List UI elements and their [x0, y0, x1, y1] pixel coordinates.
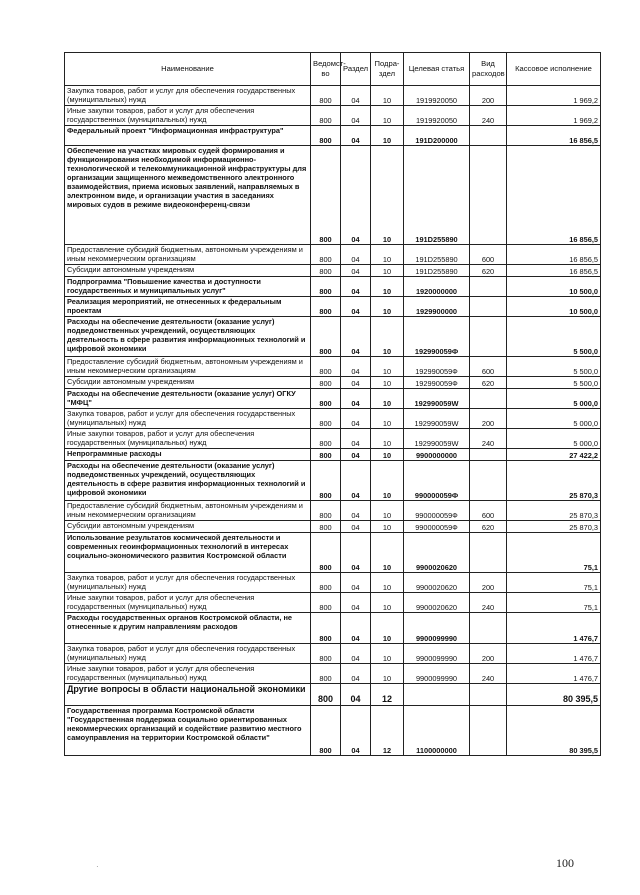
cell-target: 9900020620	[404, 573, 470, 593]
cell-target: 1100000000	[404, 706, 470, 756]
cell-target: 1929900000	[404, 297, 470, 317]
table-row	[65, 684, 601, 706]
cell-section: 04	[341, 461, 371, 501]
cell-name: Иные закупки товаров, работ и услуг для обеспечения государственных (муниципальных) нужд	[65, 429, 311, 449]
cell-exptype	[470, 684, 507, 706]
cell-section: 04	[341, 593, 371, 613]
cell-dept: 800	[311, 277, 341, 297]
cell-exptype: 200	[470, 409, 507, 429]
cell-section: 04	[341, 126, 371, 146]
cell-target: 191D255890	[404, 265, 470, 277]
header-name: Наименование	[65, 53, 311, 86]
cell-subsection: 10	[371, 573, 404, 593]
cell-subsection: 10	[371, 533, 404, 573]
cell-target	[404, 684, 470, 706]
cell-exptype	[470, 126, 507, 146]
cell-dept: 800	[311, 297, 341, 317]
cell-name: Иные закупки товаров, работ и услуг для обеспечения государственных (муниципальных) нужд	[65, 593, 311, 613]
header-dept: Ведомст-во	[311, 53, 341, 86]
cell-exptype	[470, 449, 507, 461]
cell-subsection: 10	[371, 664, 404, 684]
cell-target: 192990059W	[404, 389, 470, 409]
cell-dept: 800	[311, 409, 341, 429]
cell-target: 9900099990	[404, 664, 470, 684]
cell-exptype: 200	[470, 644, 507, 664]
cell-name: Государственная программа Костромской области "Государственная поддержка социально ориентированных некоммерческих организаций и содействие развитию местного самоуправления на территории Костромской области"	[65, 706, 311, 756]
cell-target: 191D255890	[404, 245, 470, 265]
cell-section: 04	[341, 613, 371, 644]
cell-target: 9900000000	[404, 449, 470, 461]
cell-name: Другие вопросы в области национальной экономики	[65, 684, 311, 706]
cell-target: 192990059W	[404, 429, 470, 449]
cell-name: Закупка товаров, работ и услуг для обеспечения государственных (муниципальных) нужд	[65, 86, 311, 106]
cell-dept: 800	[311, 317, 341, 357]
cell-target: 9900099990	[404, 644, 470, 664]
cell-name: Расходы на обеспечение деятельности (оказание услуг) подведомственных учреждений, осуществляющих деятельность в сфере развития информационных технологий и цифровой экономики	[65, 317, 311, 357]
table-row	[65, 86, 601, 106]
cell-amount: 16 856,5	[507, 265, 601, 277]
cell-target: 9900020620	[404, 533, 470, 573]
header-amount: Кассовое исполнение	[507, 53, 601, 86]
header-section: Раздел	[341, 53, 371, 86]
cell-dept: 800	[311, 461, 341, 501]
cell-target: 192990059Ф	[404, 377, 470, 389]
table-body	[65, 86, 601, 756]
cell-name: Закупка товаров, работ и услуг для обеспечения государственных (муниципальных) нужд	[65, 573, 311, 593]
cell-amount: 16 856,5	[507, 126, 601, 146]
cell-exptype	[470, 277, 507, 297]
table-row	[65, 265, 601, 277]
cell-target: 1920000000	[404, 277, 470, 297]
cell-subsection: 10	[371, 389, 404, 409]
cell-subsection: 10	[371, 86, 404, 106]
cell-exptype	[470, 317, 507, 357]
cell-amount: 5 500,0	[507, 377, 601, 389]
cell-name: Федеральный проект "Информационная инфраструктура"	[65, 126, 311, 146]
cell-target: 191D255890	[404, 146, 470, 245]
cell-subsection: 10	[371, 377, 404, 389]
cell-amount: 80 395,5	[507, 684, 601, 706]
table-row	[65, 409, 601, 429]
cell-name: Иные закупки товаров, работ и услуг для обеспечения государственных (муниципальных) нужд	[65, 664, 311, 684]
cell-dept: 800	[311, 265, 341, 277]
cell-amount: 16 856,5	[507, 245, 601, 265]
table-row	[65, 644, 601, 664]
cell-subsection: 10	[371, 297, 404, 317]
table-row	[65, 706, 601, 756]
table-row	[65, 126, 601, 146]
cell-section: 04	[341, 265, 371, 277]
cell-section: 04	[341, 317, 371, 357]
cell-subsection: 10	[371, 593, 404, 613]
cell-section: 04	[341, 86, 371, 106]
table-row	[65, 664, 601, 684]
page-number: 100	[556, 856, 574, 870]
cell-subsection: 10	[371, 245, 404, 265]
cell-dept: 800	[311, 613, 341, 644]
cell-amount: 1 476,7	[507, 613, 601, 644]
cell-target: 1919920050	[404, 106, 470, 126]
cell-name: Иные закупки товаров, работ и услуг для обеспечения государственных (муниципальных) нужд	[65, 106, 311, 126]
cell-dept: 800	[311, 146, 341, 245]
budget-table	[64, 52, 601, 756]
cell-amount: 1 476,7	[507, 644, 601, 664]
cell-section: 04	[341, 573, 371, 593]
cell-section: 04	[341, 409, 371, 429]
cell-target: 990000059Ф	[404, 501, 470, 521]
cell-exptype: 620	[470, 377, 507, 389]
cell-exptype: 600	[470, 357, 507, 377]
cell-target: 990000059Ф	[404, 461, 470, 501]
cell-amount: 25 870,3	[507, 461, 601, 501]
cell-subsection: 12	[371, 706, 404, 756]
cell-name: Предоставление субсидий бюджетным, автономным учреждениям и иным некоммерческим организациям	[65, 245, 311, 265]
header-target: Целевая статья	[404, 53, 470, 86]
cell-name: Закупка товаров, работ и услуг для обеспечения государственных (муниципальных) нужд	[65, 644, 311, 664]
cell-name: Непрограммные расходы	[65, 449, 311, 461]
cell-amount: 75,1	[507, 573, 601, 593]
cell-dept: 800	[311, 126, 341, 146]
cell-target: 1919920050	[404, 86, 470, 106]
cell-subsection: 10	[371, 521, 404, 533]
cell-dept: 800	[311, 245, 341, 265]
cell-section: 04	[341, 533, 371, 573]
cell-exptype	[470, 389, 507, 409]
cell-target: 192990059W	[404, 409, 470, 429]
cell-section: 04	[341, 106, 371, 126]
cell-name: Предоставление субсидий бюджетным, автономным учреждениям и иным некоммерческим организациям	[65, 501, 311, 521]
cell-subsection: 10	[371, 449, 404, 461]
cell-exptype	[470, 613, 507, 644]
cell-section: 04	[341, 277, 371, 297]
cell-section: 04	[341, 449, 371, 461]
cell-dept: 800	[311, 449, 341, 461]
cell-name: Предоставление субсидий бюджетным, автономным учреждениям и иным некоммерческим организациям	[65, 357, 311, 377]
cell-name: Субсидии автономным учреждениям	[65, 377, 311, 389]
table-row	[65, 593, 601, 613]
cell-amount: 5 000,0	[507, 389, 601, 409]
cell-section: 04	[341, 521, 371, 533]
table-row	[65, 297, 601, 317]
cell-dept: 800	[311, 501, 341, 521]
cell-exptype: 620	[470, 265, 507, 277]
cell-subsection: 10	[371, 146, 404, 245]
cell-name: Обеспечение на участках мировых судей формирования и функционирования необходимой информационно-технологической и телекоммуникационной инфраструктуры для организации защищенного межведомственного электронного взаимодействия, приема исковых заявлений, направляемых в электронном виде, и организации участия в заседаниях мировых судов в режиме видеоконференц-связи	[65, 146, 311, 245]
cell-exptype: 240	[470, 429, 507, 449]
cell-dept: 800	[311, 664, 341, 684]
cell-exptype: 240	[470, 593, 507, 613]
cell-amount: 75,1	[507, 593, 601, 613]
cell-subsection: 10	[371, 429, 404, 449]
cell-name: Использование результатов космической деятельности и современных геоинформационных технологий в интересах социально-экономического развития Костромской области	[65, 533, 311, 573]
cell-section: 04	[341, 664, 371, 684]
cell-subsection: 10	[371, 277, 404, 297]
cell-exptype: 620	[470, 521, 507, 533]
header-subsection: Подра-здел	[371, 53, 404, 86]
cell-exptype: 600	[470, 501, 507, 521]
cell-target: 191D200000	[404, 126, 470, 146]
cell-exptype	[470, 297, 507, 317]
table-row	[65, 461, 601, 501]
cell-section: 04	[341, 429, 371, 449]
cell-section: 04	[341, 297, 371, 317]
cell-dept: 800	[311, 377, 341, 389]
cell-exptype	[470, 533, 507, 573]
cell-amount: 1 476,7	[507, 664, 601, 684]
table-row	[65, 317, 601, 357]
table-row	[65, 277, 601, 297]
cell-section: 04	[341, 146, 371, 245]
cell-subsection: 10	[371, 644, 404, 664]
header-exptype: Вид расходов	[470, 53, 507, 86]
table-row	[65, 389, 601, 409]
cell-dept: 800	[311, 684, 341, 706]
cell-exptype	[470, 461, 507, 501]
cell-amount: 27 422,2	[507, 449, 601, 461]
cell-dept: 800	[311, 521, 341, 533]
cell-amount: 25 870,3	[507, 501, 601, 521]
cell-name: Субсидии автономным учреждениям	[65, 265, 311, 277]
table-row	[65, 613, 601, 644]
cell-subsection: 10	[371, 501, 404, 521]
cell-subsection: 10	[371, 317, 404, 357]
cell-subsection: 10	[371, 106, 404, 126]
cell-dept: 800	[311, 706, 341, 756]
cell-dept: 800	[311, 106, 341, 126]
cell-amount: 1 969,2	[507, 106, 601, 126]
cell-amount: 25 870,3	[507, 521, 601, 533]
cell-amount: 10 500,0	[507, 297, 601, 317]
cell-name: Реализация мероприятий, не отнесенных к федеральным проектам	[65, 297, 311, 317]
scan-dot: ·	[96, 862, 99, 871]
cell-amount: 16 856,5	[507, 146, 601, 245]
cell-section: 04	[341, 389, 371, 409]
cell-exptype: 200	[470, 86, 507, 106]
cell-section: 04	[341, 245, 371, 265]
cell-section: 04	[341, 357, 371, 377]
table-row	[65, 429, 601, 449]
table-row	[65, 357, 601, 377]
cell-subsection: 10	[371, 461, 404, 501]
table-row	[65, 377, 601, 389]
cell-target: 9900020620	[404, 593, 470, 613]
table-row	[65, 533, 601, 573]
cell-name: Расходы на обеспечение деятельности (оказание услуг) ОГКУ "МФЦ"	[65, 389, 311, 409]
table-row	[65, 245, 601, 265]
cell-section: 04	[341, 706, 371, 756]
cell-amount: 5 000,0	[507, 409, 601, 429]
cell-amount: 75,1	[507, 533, 601, 573]
cell-section: 04	[341, 501, 371, 521]
cell-section: 04	[341, 377, 371, 389]
cell-amount: 80 395,5	[507, 706, 601, 756]
cell-name: Расходы государственных органов Костромской области, не отнесенные к другим направлениям расходов	[65, 613, 311, 644]
cell-name: Подпрограмма "Повышение качества и доступности государственных и муниципальных услуг"	[65, 277, 311, 297]
cell-target: 192990059Ф	[404, 317, 470, 357]
cell-target: 9900099990	[404, 613, 470, 644]
cell-name: Расходы на обеспечение деятельности (оказание услуг) подведомственных учреждений, осуществляющих деятельность в сфере развития информационных технологий и цифровой экономики	[65, 461, 311, 501]
table-header-row	[65, 53, 601, 86]
table-row	[65, 573, 601, 593]
cell-exptype: 240	[470, 106, 507, 126]
cell-subsection: 10	[371, 265, 404, 277]
cell-amount: 1 969,2	[507, 86, 601, 106]
cell-dept: 800	[311, 357, 341, 377]
cell-subsection: 10	[371, 357, 404, 377]
cell-exptype: 600	[470, 245, 507, 265]
cell-dept: 800	[311, 573, 341, 593]
cell-dept: 800	[311, 533, 341, 573]
cell-name: Закупка товаров, работ и услуг для обеспечения государственных (муниципальных) нужд	[65, 409, 311, 429]
cell-exptype	[470, 146, 507, 245]
table-row	[65, 449, 601, 461]
cell-dept: 800	[311, 644, 341, 664]
cell-amount: 5 500,0	[507, 357, 601, 377]
cell-target: 990000059Ф	[404, 521, 470, 533]
table-row	[65, 521, 601, 533]
cell-target: 192990059Ф	[404, 357, 470, 377]
cell-amount: 5 500,0	[507, 317, 601, 357]
cell-dept: 800	[311, 429, 341, 449]
cell-dept: 800	[311, 86, 341, 106]
cell-name: Субсидии автономным учреждениям	[65, 521, 311, 533]
cell-amount: 10 500,0	[507, 277, 601, 297]
cell-subsection: 12	[371, 684, 404, 706]
cell-exptype	[470, 706, 507, 756]
cell-section: 04	[341, 644, 371, 664]
table-row	[65, 146, 601, 245]
cell-amount: 5 000,0	[507, 429, 601, 449]
cell-exptype: 200	[470, 573, 507, 593]
cell-exptype: 240	[470, 664, 507, 684]
cell-subsection: 10	[371, 613, 404, 644]
cell-dept: 800	[311, 593, 341, 613]
table-row	[65, 501, 601, 521]
cell-subsection: 10	[371, 409, 404, 429]
table-row	[65, 106, 601, 126]
cell-section: 04	[341, 684, 371, 706]
cell-dept: 800	[311, 389, 341, 409]
cell-subsection: 10	[371, 126, 404, 146]
